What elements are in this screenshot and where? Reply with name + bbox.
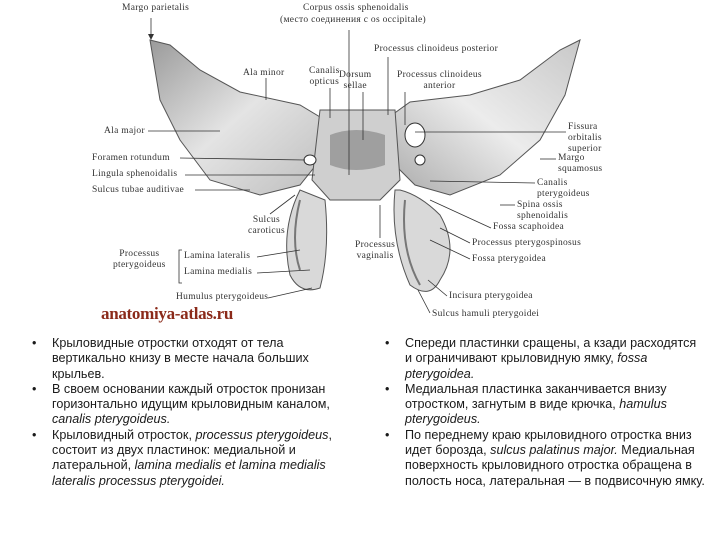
label-lamina-medialis: Lamina medialis (184, 267, 253, 277)
label-line: pterygoideus (113, 260, 166, 270)
label-fossa-pterygoidea: Fossa pterygoidea (472, 254, 546, 264)
label-margo-squamosus (558, 153, 602, 175)
bullet-icon: • (32, 427, 37, 442)
label-processus-clinoideus-anterior (397, 70, 482, 92)
latin-term: sulcus palatinus major. (490, 443, 618, 458)
label-line: squamosus (558, 164, 603, 174)
label-processus-pterygospinosus: Processus pterygospinosus (472, 238, 582, 248)
label-spina-ossis-sphenoidalis (517, 200, 568, 222)
label-line: superior (568, 144, 602, 154)
label-canalis-pterygoideus (537, 178, 590, 200)
label-line: pterygoideus (537, 189, 590, 199)
label-line: caroticus (248, 226, 285, 236)
bullet-icon: • (32, 336, 37, 350)
label-ala-minor: Ala minor (243, 68, 285, 78)
text: Медиальная поверхность крыловидного отростка обращена в полость носа, латеральная — в подвисочную ямку. (405, 443, 705, 488)
list-item (32, 336, 352, 382)
label-foramen-rotundum: Foramen rotundum (92, 153, 170, 163)
label-line: Processus (355, 240, 396, 250)
label-line: Processus (119, 249, 160, 259)
text: , состоит из двух пластинок: медиальной и латеральной, (52, 427, 332, 473)
text: В своем основании каждый отросток пронизан горизонтально идущим крыловидным каналом, (52, 381, 330, 412)
label-line: Spina ossis (517, 200, 563, 210)
list-item (385, 427, 705, 489)
bullet-icon: • (385, 427, 390, 442)
bullet-icon: • (32, 381, 37, 396)
label-sulcus-hamuli-pterygoidei: Sulcus hamuli pterygoidei (432, 309, 540, 319)
label-processus-vaginalis (355, 240, 395, 262)
label-line: Fissura (568, 122, 598, 132)
latin-term: canalis pterygoideus. (52, 412, 171, 427)
label-margo-parietalis: Margo parietalis (122, 3, 190, 13)
latin-term: fossa pterygoidea. (405, 351, 648, 381)
right-bullet-list (385, 336, 705, 489)
label-line: anterior (423, 81, 456, 91)
list-item (385, 381, 705, 428)
label-processus-pterygoideus (113, 249, 166, 271)
label-line: opticus (309, 77, 340, 87)
label-line: Margo (558, 153, 585, 163)
label-lingula-sphenoidalis: Lingula sphenoidalis (92, 169, 178, 179)
bullet-icon: • (385, 381, 390, 396)
text: По переднему краю крыловидного отростка вниз идет борозда, (405, 427, 692, 458)
list-item (385, 336, 705, 382)
label-fossa-scaphoidea: Fossa scaphoidea (493, 222, 565, 232)
bullet-icon: • (385, 336, 390, 350)
text: Крыловидные отростки отходят от тела вертикально книзу в месте начала больших крыльев. (52, 336, 309, 381)
list-item (32, 427, 352, 489)
label-lamina-lateralis: Lamina lateralis (184, 251, 251, 261)
text: Спереди пластинки сращены, а кзади расходятся и ограничивают крыловидную ямку, (405, 336, 697, 366)
label-corpus-ossis-sphenoidalis: Corpus ossis sphenoidalis (303, 3, 409, 13)
latin-term: hamulus pterygoideus. (405, 397, 667, 427)
label-sulcus-tubae-auditivae: Sulcus tubae auditivae (92, 185, 185, 195)
label-line: vaginalis (356, 251, 394, 261)
label-fissura-orbitalis-superior (568, 122, 602, 155)
label-line: Canalis (537, 178, 568, 188)
text: Медиальная пластинка заканчивается внизу отростком, загнутым в виде крючка, (405, 381, 667, 412)
watermark-anatomiya-atlas: anatomiya-atlas.ru (101, 304, 234, 323)
text: Крыловидный отросток, (52, 427, 196, 442)
label-corpus-note: (место соединения с os occipitale) (280, 15, 427, 25)
latin-term: lamina medialis et lamina medialis lateralis processus pterygoidei. (52, 458, 326, 488)
label-line: sphenoidalis (517, 211, 569, 221)
latin-term: processus pterygoideus (195, 427, 329, 442)
label-line: Dorsum (339, 70, 372, 80)
label-line: orbitalis (568, 133, 602, 143)
label-hamulus-pterygoideus: Humulus pterygoideus (176, 292, 269, 302)
label-line: Canalis (309, 66, 340, 76)
label-line: Processus clinoideus (397, 70, 482, 80)
label-canalis-opticus (309, 66, 340, 88)
label-sulcus-caroticus (248, 215, 285, 237)
label-processus-clinoideus-posterior: Processus clinoideus posterior (374, 44, 499, 54)
left-bullet-list (32, 336, 352, 489)
list-item (32, 381, 352, 428)
label-line: sellae (343, 81, 367, 91)
label-line: Sulcus (252, 215, 281, 225)
label-ala-major: Ala major (104, 126, 145, 136)
label-incisura-pterygoidea: Incisura pterygoidea (449, 291, 533, 301)
label-dorsum-sellae (339, 70, 371, 92)
